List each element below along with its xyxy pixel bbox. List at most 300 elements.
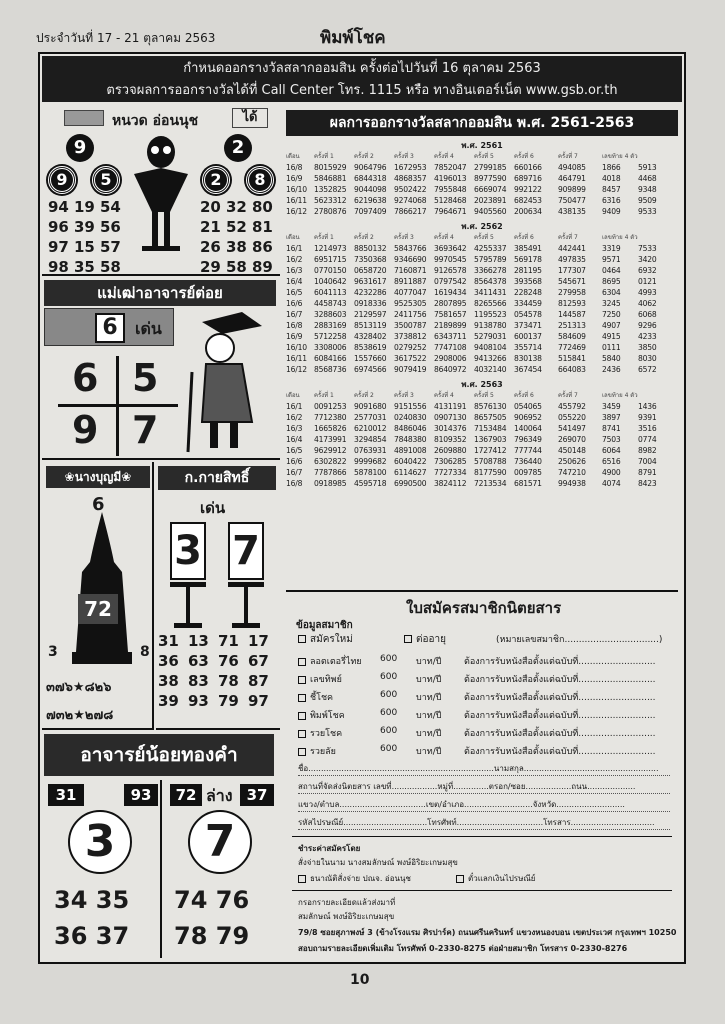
- table-cell: 450148: [558, 446, 586, 455]
- calendar-stand-icon: [170, 582, 266, 628]
- postal-draft-label: ตั๋วแลกเงินไปรษณีย์: [468, 874, 536, 883]
- num: 78: [174, 922, 208, 950]
- table-cell: 992122: [514, 185, 542, 194]
- top-right-circle: 2: [224, 134, 252, 162]
- table-cell: 6932: [638, 266, 657, 275]
- num: 36: [158, 652, 179, 670]
- send-to-label: กรอกรายละเอียดแล้วส่งมาที่: [298, 898, 396, 907]
- table-cell: 4077047: [394, 288, 427, 297]
- table-cell: 6210012: [354, 424, 387, 433]
- ajarn-row-4: [174, 922, 249, 950]
- cross-v-line: [116, 356, 119, 456]
- postal-line[interactable]: รหัสไปรษณีย์.................................โทรศัพท์..................................โทรสาร.................................: [298, 816, 670, 830]
- district-line[interactable]: แขวง/ตำบล..................................เขต/อำเภอ...........................จังหวัด...........................: [298, 798, 670, 812]
- mascot-figure-icon: [130, 134, 192, 254]
- postal-draft-option[interactable]: [456, 872, 535, 885]
- table-row: [286, 467, 678, 478]
- table-cell: 16/5: [286, 288, 303, 297]
- send-to-name: สมลักษณ์ พงษ์อิริยะเกษมสุข: [298, 912, 395, 921]
- ajarn-noi-section: [42, 732, 280, 960]
- table-cell: 16/9: [286, 174, 303, 183]
- num: 58: [226, 258, 247, 276]
- hot-badge: ได้: [232, 108, 268, 128]
- table-cell: 4131191: [434, 402, 467, 411]
- money-order-label: ธนาณัติสั่งจ่าย ปณจ. อ่อนนุช: [310, 874, 411, 883]
- form-title: ใบสมัครสมาชิกนิตยสาร: [406, 599, 562, 617]
- table-cell: 7097409: [354, 207, 387, 216]
- table-cell: 6114627: [394, 468, 427, 477]
- table-cell: 144587: [558, 310, 586, 319]
- divider: [292, 836, 672, 837]
- table-cell: 442441: [558, 244, 586, 253]
- table-cell: 1352825: [314, 185, 347, 194]
- table-cell: 1665826: [314, 424, 347, 433]
- table-cell: 8423: [638, 479, 657, 488]
- table-cell: 4074: [602, 479, 621, 488]
- table-cell: 812593: [558, 299, 586, 308]
- ajarn-row-1: [54, 886, 129, 914]
- table-cell: 0907130: [434, 413, 467, 422]
- table-cell: 250626: [558, 457, 586, 466]
- table-cell: 6068: [638, 310, 657, 319]
- table-cell: 7747108: [434, 343, 467, 352]
- table-cell: 9509: [638, 196, 657, 205]
- num: 39: [74, 218, 95, 236]
- table-cell: 16/3: [286, 424, 303, 433]
- table-cell: 8109352: [434, 435, 467, 444]
- money-order-option[interactable]: [298, 872, 411, 885]
- column-header: ครั้งที่ 2: [354, 392, 374, 399]
- mae-cross-grid: [58, 356, 178, 456]
- table-cell: 8568736: [314, 365, 347, 374]
- table-cell: 5128468: [434, 196, 467, 205]
- table-cell: 2129597: [354, 310, 387, 319]
- table-cell: 7581657: [434, 310, 467, 319]
- table-cell: 16/1: [286, 402, 303, 411]
- ajarn-lower-label: ล่าง: [206, 786, 233, 805]
- magazine-option[interactable]: [298, 726, 670, 740]
- num: 26: [200, 238, 221, 256]
- checkbox-icon[interactable]: [298, 694, 306, 702]
- table-cell: 9999682: [354, 457, 387, 466]
- issue-date: ประจำวันที่ 17 - 21 ตุลาคม 2563: [36, 31, 216, 45]
- kaya-play-label: เด่น: [200, 499, 226, 517]
- table-cell: 909899: [558, 185, 586, 194]
- contact-info: สอบถามรายละเอียดเพิ่มเติม โทรศัพท์ 0-2330-8275 ต่อฝ่ายสมาชิก โทรสาร 0-2330-8276: [298, 944, 628, 953]
- table-cell: 16/4: [286, 435, 303, 444]
- table-cell: 054065: [514, 402, 542, 411]
- table-cell: 373471: [514, 321, 542, 330]
- num: 79: [218, 692, 239, 710]
- table-row: [286, 309, 678, 320]
- table-cell: 9571: [602, 255, 621, 264]
- magazine-price: 600: [380, 726, 398, 736]
- table-cell: 9413266: [474, 354, 507, 363]
- table-row: [286, 265, 678, 276]
- table-cell: 3500787: [394, 321, 427, 330]
- table-cell: 054578: [514, 310, 542, 319]
- table-cell: 16/2: [286, 413, 303, 422]
- num: 32: [226, 198, 247, 216]
- table-cell: 1727412: [474, 446, 507, 455]
- table-cell: 16/10: [286, 343, 307, 352]
- table-cell: 796349: [514, 435, 542, 444]
- nang-top-number: 6: [92, 494, 105, 515]
- table-cell: 0121: [638, 277, 657, 286]
- magazine-name[interactable]: [298, 672, 380, 686]
- table-cell: 1040642: [314, 277, 347, 286]
- mae-play-number: 6: [95, 313, 125, 343]
- table-cell: 5279031: [474, 332, 507, 341]
- num: 38: [226, 238, 247, 256]
- checkbox-icon[interactable]: [404, 635, 412, 643]
- table-cell: 455792: [558, 402, 586, 411]
- num: 80: [252, 198, 273, 216]
- magazine-option[interactable]: [298, 744, 670, 758]
- table-cell: 6572: [638, 365, 657, 374]
- column-header: [638, 390, 668, 401]
- table-row: [286, 206, 678, 217]
- table-cell: 5846881: [314, 174, 347, 183]
- kaya-cal-left: 3: [170, 522, 206, 580]
- column-header: เดือน: [286, 234, 300, 241]
- table-cell: 367454: [514, 365, 542, 374]
- table-cell: 0918985: [314, 479, 347, 488]
- table-cell: 16/3: [286, 266, 303, 275]
- table-cell: 3411431: [474, 288, 507, 297]
- table-cell: 9064796: [354, 163, 387, 172]
- table-cell: 9044098: [354, 185, 387, 194]
- table-cell: 3319: [602, 244, 621, 253]
- table-cell: 0658720: [354, 266, 387, 275]
- column-header: ครั้งที่ 3: [394, 392, 414, 399]
- table-cell: 16/7: [286, 310, 303, 319]
- address-line[interactable]: สถานที่จัดส่งนิตยสาร เลขที่..................หมู่ที่..............ตรอก/ซอย..................ถนน...................: [298, 780, 670, 794]
- table-cell: 7160871: [394, 266, 427, 275]
- table-row: [286, 184, 678, 195]
- num: 87: [248, 672, 269, 690]
- cross-digit: 9: [72, 408, 99, 452]
- table-cell: 9274068: [394, 196, 427, 205]
- table-cell: 772469: [558, 343, 586, 352]
- table-cell: 4196013: [434, 174, 467, 183]
- table-cell: 682453: [514, 196, 542, 205]
- num: 78: [218, 672, 239, 690]
- table-cell: 6064: [602, 446, 621, 455]
- column-header: ครั้งที่ 6: [514, 234, 534, 241]
- table-row: [286, 276, 678, 287]
- num: 38: [158, 672, 179, 690]
- checkbox-icon[interactable]: [298, 712, 306, 720]
- table-cell: 750477: [558, 196, 586, 205]
- table-cell: 7306285: [434, 457, 467, 466]
- magazine-name-label: รวยลัย: [310, 747, 336, 757]
- column-header: เลขท้าย 4 ตัว: [602, 153, 638, 160]
- column-divider: [160, 780, 162, 958]
- table-cell: 281195: [514, 266, 542, 275]
- table-cell: 055220: [558, 413, 586, 422]
- results-year-block: [286, 140, 678, 217]
- table-cell: 2609880: [434, 446, 467, 455]
- num: 97: [48, 238, 69, 256]
- table-cell: 9502422: [394, 185, 427, 194]
- table-cell: 177307: [558, 266, 586, 275]
- table-cell: 16/12: [286, 365, 307, 374]
- table-row: [286, 162, 678, 173]
- table-cell: 5878100: [354, 468, 387, 477]
- table-cell: 9391: [638, 413, 657, 422]
- checkbox-icon[interactable]: [298, 748, 306, 756]
- renew-option[interactable]: [404, 632, 446, 647]
- table-cell: 7787866: [314, 468, 347, 477]
- num: 94: [48, 198, 69, 216]
- num: 15: [74, 238, 95, 256]
- num: 34: [54, 886, 88, 914]
- member-number-field[interactable]: (หมายเลขสมาชิก.................................): [496, 635, 663, 645]
- magazine-name[interactable]: [298, 654, 380, 668]
- table-cell: 6302822: [314, 457, 347, 466]
- table-cell: 7852047: [434, 163, 467, 172]
- column-header: ครั้งที่ 5: [474, 153, 494, 160]
- table-cell: 1367903: [474, 435, 507, 444]
- form-section: ข้อมูลสมาชิก: [296, 620, 353, 631]
- magazine-unit: บาท/ปี: [416, 693, 442, 703]
- table-cell: 681571: [514, 479, 542, 488]
- num: 81: [252, 218, 273, 236]
- column-header: ครั้งที่ 2: [354, 153, 374, 160]
- mae-tao-section: [42, 278, 280, 460]
- num: 57: [100, 238, 121, 256]
- table-cell: 16/11: [286, 196, 307, 205]
- table-cell: 7848380: [394, 435, 427, 444]
- table-row: [286, 423, 678, 434]
- magazine-start: ต้องการรับหนังสือตั้งแต่ฉบับที่...........................: [464, 657, 656, 667]
- table-cell: 600137: [514, 332, 542, 341]
- table-cell: 3459: [602, 402, 621, 411]
- table-cell: 8513119: [354, 321, 387, 330]
- table-cell: 9348: [638, 185, 657, 194]
- num: 74: [174, 886, 208, 914]
- kayasit-section: [156, 462, 280, 730]
- results-header-row: [286, 151, 678, 162]
- new-member-option[interactable]: [298, 632, 353, 647]
- num: 97: [248, 692, 269, 710]
- table-cell: 5712258: [314, 332, 347, 341]
- num: 19: [74, 198, 95, 216]
- column-header: ครั้งที่ 7: [558, 234, 578, 241]
- publication-name: พิมพ์โชค: [320, 28, 386, 48]
- magazine-option[interactable]: [298, 690, 670, 704]
- table-cell: 4595718: [354, 479, 387, 488]
- magazine-name[interactable]: [298, 690, 380, 704]
- table-cell: 16/11: [286, 354, 307, 363]
- ajarn-right-small-2: 37: [240, 784, 274, 806]
- table-cell: 8850132: [354, 244, 387, 253]
- table-cell: 8486046: [394, 424, 427, 433]
- table-cell: 6304: [602, 288, 621, 297]
- table-cell: 2799185: [474, 163, 507, 172]
- checkbox-icon[interactable]: [298, 676, 306, 684]
- mae-play-box: [44, 308, 174, 346]
- num: 76: [218, 652, 239, 670]
- table-row: [286, 445, 678, 456]
- results-year-block: [286, 221, 678, 375]
- magazine-name-label: รวยโชค: [310, 729, 343, 739]
- table-cell: 2023891: [474, 196, 507, 205]
- table-cell: 438135: [558, 207, 586, 216]
- table-cell: 3850: [638, 343, 657, 352]
- num: 93: [188, 692, 209, 710]
- table-cell: 8177590: [474, 468, 507, 477]
- new-member-label: สมัครใหม่: [310, 634, 353, 645]
- magazine-price: 600: [380, 690, 398, 700]
- checkbox-icon[interactable]: [298, 875, 306, 883]
- table-cell: 747210: [558, 468, 586, 477]
- magazine-option[interactable]: [298, 672, 670, 686]
- column-header: ครั้งที่ 4: [434, 234, 454, 241]
- table-cell: 5795789: [474, 255, 507, 264]
- table-cell: 736440: [514, 457, 542, 466]
- table-cell: 9126578: [434, 266, 467, 275]
- table-cell: 9091680: [354, 402, 387, 411]
- column-header: ครั้งที่ 1: [314, 153, 334, 160]
- table-cell: 8911887: [394, 277, 427, 286]
- num: 21: [200, 218, 221, 236]
- table-cell: 2780876: [314, 207, 347, 216]
- table-cell: 228248: [514, 288, 542, 297]
- table-cell: 3294854: [354, 435, 387, 444]
- teacher-cartoon-icon: [182, 312, 274, 456]
- table-cell: 8982: [638, 446, 657, 455]
- results-title: ผลการออกรางวัลสลากออมสิน พ.ศ. 2561-2563: [286, 110, 678, 136]
- table-cell: 2807895: [434, 299, 467, 308]
- hot-right-numbers: [200, 198, 278, 276]
- column-header: ครั้งที่ 3: [394, 153, 414, 160]
- checkbox-icon[interactable]: [298, 730, 306, 738]
- divider: [292, 890, 672, 891]
- magazine-start: ต้องการรับหนังสือตั้งแต่ฉบับที่...........................: [464, 729, 656, 739]
- magazine-price: 600: [380, 654, 398, 664]
- table-cell: 009785: [514, 468, 542, 477]
- table-cell: 4900: [602, 468, 621, 477]
- ajarn-right-big: 7: [188, 810, 252, 874]
- table-cell: 1866: [602, 163, 621, 172]
- table-cell: 8791: [638, 468, 657, 477]
- table-cell: 4891008: [394, 446, 427, 455]
- mae-title: แม่เฒ่าอาจารย์ต่อย: [44, 280, 276, 306]
- num: 58: [100, 258, 121, 276]
- magazine-unit: บาท/ปี: [416, 675, 442, 685]
- num: 17: [248, 632, 269, 650]
- table-cell: 16/8: [286, 163, 303, 172]
- table-cell: 4993: [638, 288, 657, 297]
- table-cell: 8576130: [474, 402, 507, 411]
- table-cell: 6084166: [314, 354, 347, 363]
- table-row: [286, 434, 678, 445]
- table-cell: 9296: [638, 321, 657, 330]
- num: 52: [226, 218, 247, 236]
- table-cell: 9151556: [394, 402, 427, 411]
- num: 96: [48, 218, 69, 236]
- magazine-price: 600: [380, 708, 398, 718]
- results-header-row: [286, 390, 678, 401]
- table-cell: 2436: [602, 365, 621, 374]
- nang-line-2: ๗๓๒★๒๗๘: [46, 708, 114, 723]
- table-cell: 1195523: [474, 310, 507, 319]
- checkbox-icon[interactable]: [298, 658, 306, 666]
- subscription-form: [286, 590, 678, 960]
- table-cell: 8695: [602, 277, 621, 286]
- table-cell: 9079419: [394, 365, 427, 374]
- table-cell: 0770150: [314, 266, 347, 275]
- table-cell: 16/8: [286, 321, 303, 330]
- table-cell: 777744: [514, 446, 542, 455]
- payment-title: ชำระค่าสมัครโดย: [298, 844, 361, 853]
- magazine-unit: บาท/ปี: [416, 747, 442, 757]
- magazine-option[interactable]: [298, 708, 670, 722]
- name-line[interactable]: ชื่อ.........................................................................นามสกุล.....................................................: [298, 762, 670, 776]
- table-cell: 3516: [638, 424, 657, 433]
- renew-label: ต่ออายุ: [416, 634, 446, 645]
- column-header: ครั้งที่ 6: [514, 153, 534, 160]
- table-cell: 7955848: [434, 185, 467, 194]
- num: 71: [218, 632, 239, 650]
- magazine-name[interactable]: [298, 726, 380, 740]
- column-header: ครั้งที่ 5: [474, 234, 494, 241]
- table-row: [286, 243, 678, 254]
- table-cell: 4255337: [474, 244, 507, 253]
- column-header: ครั้งที่ 2: [354, 234, 374, 241]
- checkbox-icon[interactable]: [456, 875, 464, 883]
- num: 89: [252, 258, 273, 276]
- table-cell: 3308006: [314, 343, 347, 352]
- magazine-price: 600: [380, 672, 398, 682]
- magazine-name-label: ชี้โชค: [310, 693, 334, 703]
- num: 83: [188, 672, 209, 690]
- magazine-unit: บาท/ปี: [416, 729, 442, 739]
- table-cell: 0763931: [354, 446, 387, 455]
- table-cell: 6951715: [314, 255, 347, 264]
- table-row: [286, 254, 678, 265]
- table-cell: 9533: [638, 207, 657, 216]
- table-cell: 4458743: [314, 299, 347, 308]
- table-cell: 3288603: [314, 310, 347, 319]
- table-cell: 660166: [514, 163, 542, 172]
- table-row: [286, 331, 678, 342]
- num: 98: [48, 258, 69, 276]
- table-cell: 569178: [514, 255, 542, 264]
- table-cell: 6041113: [314, 288, 347, 297]
- table-cell: 279958: [558, 288, 586, 297]
- table-cell: 4032140: [474, 365, 507, 374]
- checkbox-icon[interactable]: [298, 635, 306, 643]
- magazine-name[interactable]: [298, 744, 380, 758]
- magazine-name[interactable]: [298, 708, 380, 722]
- table-cell: 584609: [558, 332, 586, 341]
- results-header-row: [286, 232, 678, 243]
- table-cell: 4233: [638, 332, 657, 341]
- cross-digit: 6: [72, 356, 99, 400]
- mailing-address: 79/8 ซอยสุภาพงษ์ 3 (ข้างโรงแรม ศิรปาร์ค) ถนนศรีนครินทร์ แขวงหนองบอน เขตประเวศ กรุงเทพฯ 10250: [298, 928, 677, 937]
- table-cell: 7153484: [474, 424, 507, 433]
- table-cell: 0464: [602, 266, 621, 275]
- table-cell: 16/4: [286, 277, 303, 286]
- table-cell: 497835: [558, 255, 586, 264]
- table-row: [286, 342, 678, 353]
- magazine-option[interactable]: [298, 654, 670, 668]
- table-row: [286, 364, 678, 375]
- table-cell: 2908006: [434, 354, 467, 363]
